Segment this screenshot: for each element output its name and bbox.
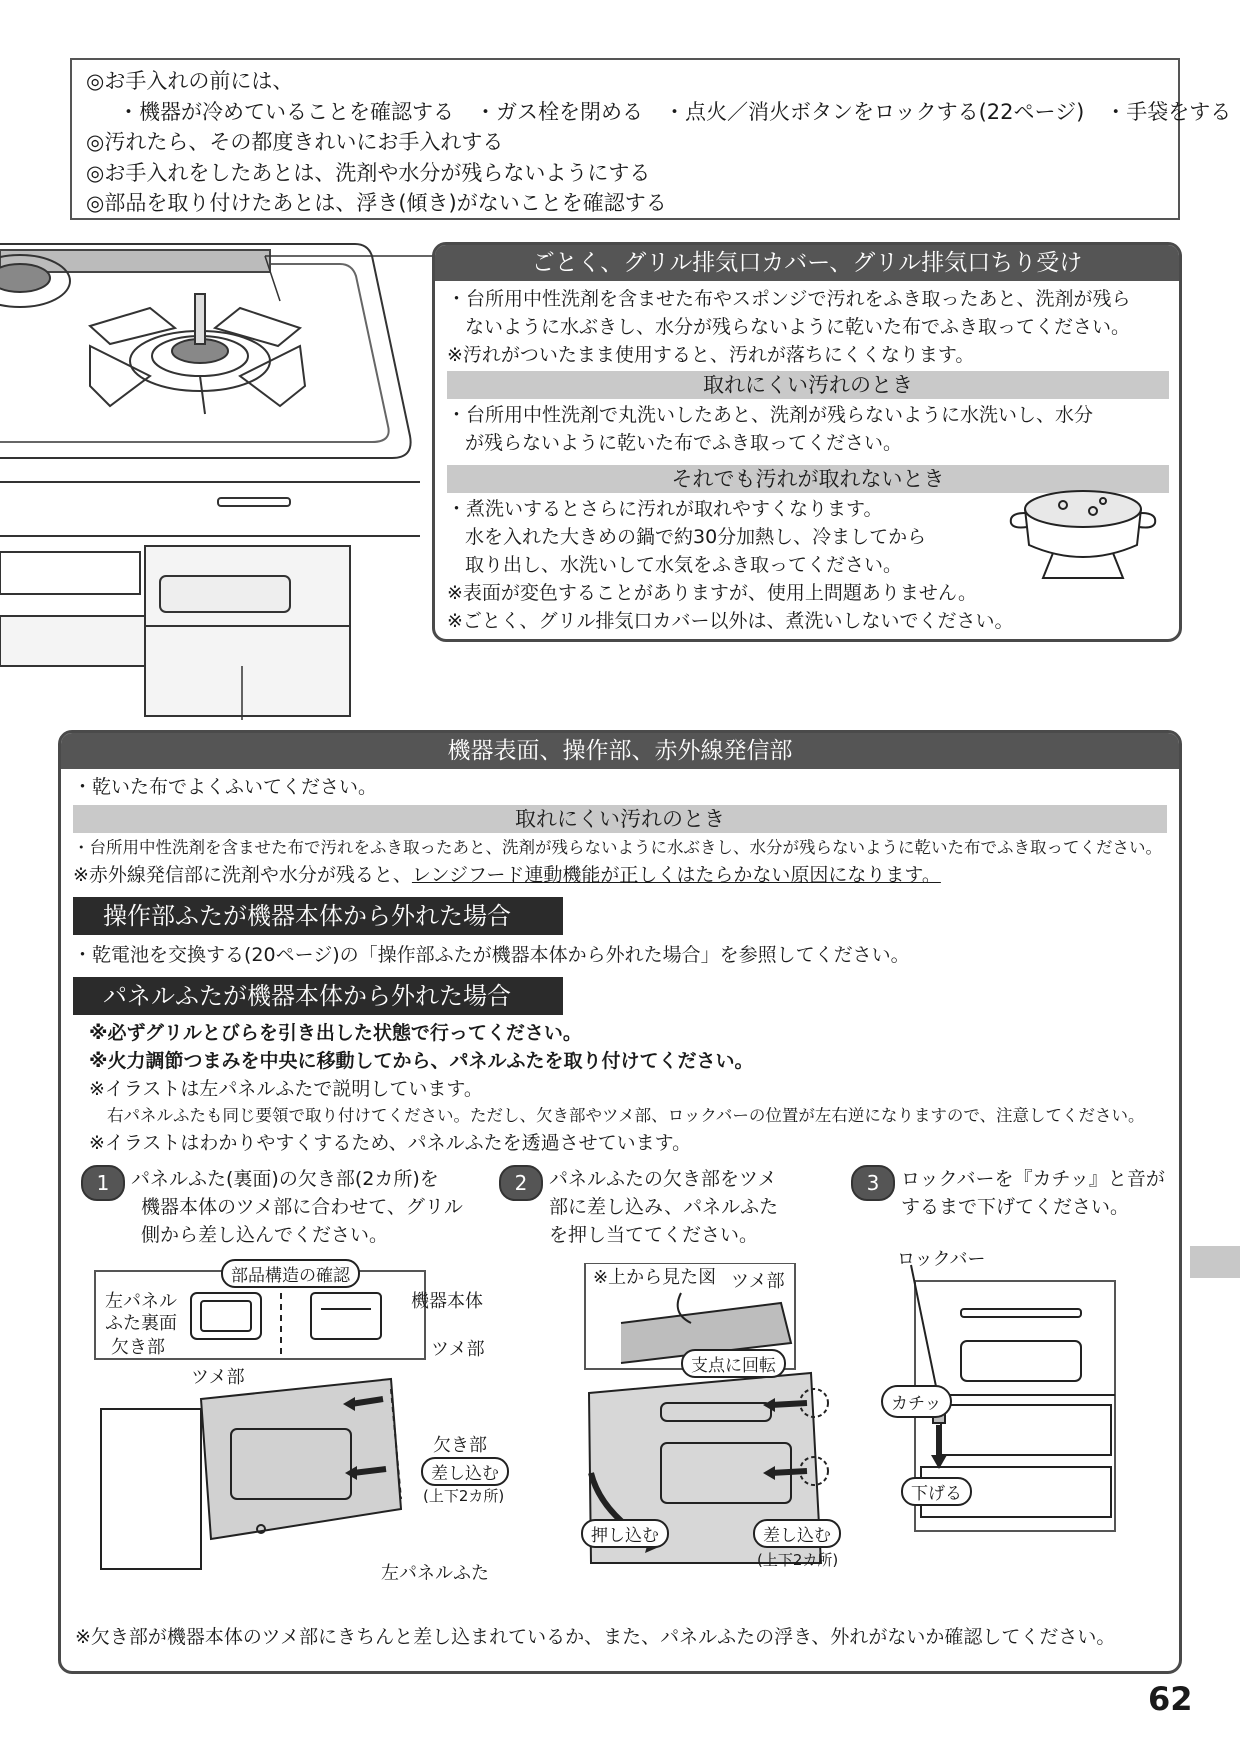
confirm-label: 部品構造の確認 xyxy=(221,1259,360,1288)
notice-line: ◎お手入れをしたあとは、洗剤や水分が残らないようにする xyxy=(86,160,651,185)
fig-label: ツメ部 xyxy=(191,1367,245,1388)
subsection-title: 取れにくい汚れのとき xyxy=(73,805,1167,833)
section-title: 機器表面、操作部、赤外線発信部 xyxy=(61,733,1179,769)
stove-illustration xyxy=(0,236,440,720)
op-cover-title: 操作部ふたが機器本体から外れた場合 xyxy=(73,897,563,935)
body-text: が残らないように乾いた布でふき取ってください。 xyxy=(465,432,903,454)
fig-label: ロックバー xyxy=(897,1249,986,1270)
fig-label: ツメ部 xyxy=(431,1339,485,1360)
fig-label: (上下2カ所) xyxy=(757,1551,839,1569)
push-label: 押し込む xyxy=(581,1519,669,1548)
fig-label: ※上から見た図 xyxy=(593,1267,717,1288)
note-text: ※イラストは左パネルふたで説明しています。 xyxy=(89,1078,483,1100)
notice-line: ◎部品を取り付けたあとは、浮き(傾き)がないことを確認する xyxy=(86,191,667,215)
click-label: カチッ xyxy=(881,1385,952,1418)
panel-cover-title: パネルふたが機器本体から外れた場合 xyxy=(73,977,563,1015)
step-text: ロックバーを『カチッ』と音が xyxy=(901,1168,1165,1190)
body-text: ・乾電池を交換する(20ページ)の「操作部ふたが機器本体から外れた場合」を参照してください。 xyxy=(73,944,910,966)
body-text: ※表面が変色することがありますが、使用上問題ありません。 xyxy=(447,582,978,604)
fig-label: 左パネルふた xyxy=(381,1563,489,1584)
pot-icon xyxy=(1003,483,1163,595)
subsection-title: 取れにくい汚れのとき xyxy=(447,371,1169,399)
figure-3 xyxy=(881,1245,1161,1565)
page-number: 62 xyxy=(1148,1680,1193,1718)
note-text: ※必ずグリルとびらを引き出した状態で行ってください。 xyxy=(89,1022,582,1044)
step-text: パネルふた(裏面)の欠き部(2カ所)を xyxy=(131,1168,439,1190)
body-text: ※赤外線発信部に洗剤や水分が残ると、 xyxy=(73,864,412,886)
fig-label: 機器本体 xyxy=(411,1291,483,1312)
subsection-title: それでも汚れが取れないとき xyxy=(447,465,1169,493)
fig-label: 欠き部 xyxy=(433,1435,487,1456)
lower-label: 下げる xyxy=(901,1477,972,1506)
step-text: 側から差し込んでください。 xyxy=(141,1224,389,1246)
body-text: ・台所用中性洗剤を含ませた布で汚れをふき取ったあと、洗剤が残らないように水ぶきし、水分が残らないように乾いた布でふき取ってください。 xyxy=(73,838,1162,857)
body-text: ・煮洗いするとさらに汚れが取れやすくなります。 xyxy=(447,498,883,520)
insert-label: 差し込む xyxy=(421,1457,509,1486)
note-text: 右パネルふたも同じ要領で取り付けてください。ただし、欠き部やツメ部、ロックバーの位置が左右逆になりますので、注意してください。 xyxy=(107,1106,1145,1125)
note-text: ※火力調節つまみを中央に移動してから、パネルふたを取り付けてください。 xyxy=(89,1050,754,1072)
notice-line: ・機器が冷めていることを確認する ・ガス栓を閉める ・点火／消火ボタンをロックする(22ページ) ・手袋をする xyxy=(118,99,1232,124)
body-text: ないように水ぶきし、水分が残らないように乾いた布でふき取ってください。 xyxy=(465,316,1131,338)
fig-label: ツメ部 xyxy=(731,1271,785,1292)
notice-box xyxy=(70,58,1232,220)
figure-2 xyxy=(581,1263,881,1583)
body-text: 取り出し、水洗いして水気をふき取ってください。 xyxy=(465,554,903,576)
note-text: ※イラストはわかりやすくするため、パネルふたを透過させています。 xyxy=(89,1132,692,1154)
body-text: ※汚れがついたまま使用すると、汚れが落ちにくくなります。 xyxy=(447,344,975,366)
body-text: 水を入れた大きめの鍋で約30分加熱し、冷ましてから xyxy=(465,526,927,548)
fig-label: (上下2カ所) xyxy=(423,1487,505,1505)
step-number: 1 xyxy=(81,1165,125,1201)
footer-note: ※欠き部が機器本体のツメ部にきちんと差し込まれているか、また、パネルふたの浮き、外れがないか確認してください。 xyxy=(75,1626,1116,1648)
step-text: 機器本体のツメ部に合わせて、グリル xyxy=(141,1196,463,1218)
body-text: ※ごとく、グリル排気口カバー以外は、煮洗いしないでください。 xyxy=(447,610,1014,632)
figure-1 xyxy=(81,1259,505,1589)
notice-line: ◎お手入れの前には、 xyxy=(86,69,294,93)
step-number: 2 xyxy=(499,1165,543,1201)
body-text: ・台所用中性洗剤を含ませた布やスポンジで汚れをふき取ったあと、洗剤が残ら xyxy=(447,288,1131,310)
notice-line: ◎汚れたら、その都度きれいにお手入れする xyxy=(86,130,504,154)
warning-text: レンジフード連動機能が正しくはたらかない原因になります。 xyxy=(411,864,941,886)
side-tab xyxy=(1190,1246,1240,1278)
step-text: を押し当ててください。 xyxy=(549,1224,759,1246)
fig-label: 左パネル xyxy=(105,1291,177,1312)
fig-label: 欠き部 xyxy=(111,1337,165,1358)
step-text: するまで下げてください。 xyxy=(901,1196,1130,1218)
section-title: ごとく、グリル排気口カバー、グリル排気口ちり受け xyxy=(435,245,1179,281)
pivot-label: 支点に回転 xyxy=(681,1349,786,1378)
body-text: ・乾いた布でよくふいてください。 xyxy=(73,776,378,798)
step-number: 3 xyxy=(851,1165,895,1201)
insert-label: 差し込む xyxy=(753,1519,841,1548)
step-text: パネルふたの欠き部をツメ xyxy=(549,1168,777,1190)
surface-section xyxy=(58,730,1182,1674)
fig-label: ふた裏面 xyxy=(105,1313,177,1334)
gotoku-section xyxy=(432,242,1182,642)
body-text: ・台所用中性洗剤で丸洗いしたあと、洗剤が残らないように水洗いし、水分 xyxy=(447,404,1094,426)
step-text: 部に差し込み、パネルふた xyxy=(549,1196,779,1218)
